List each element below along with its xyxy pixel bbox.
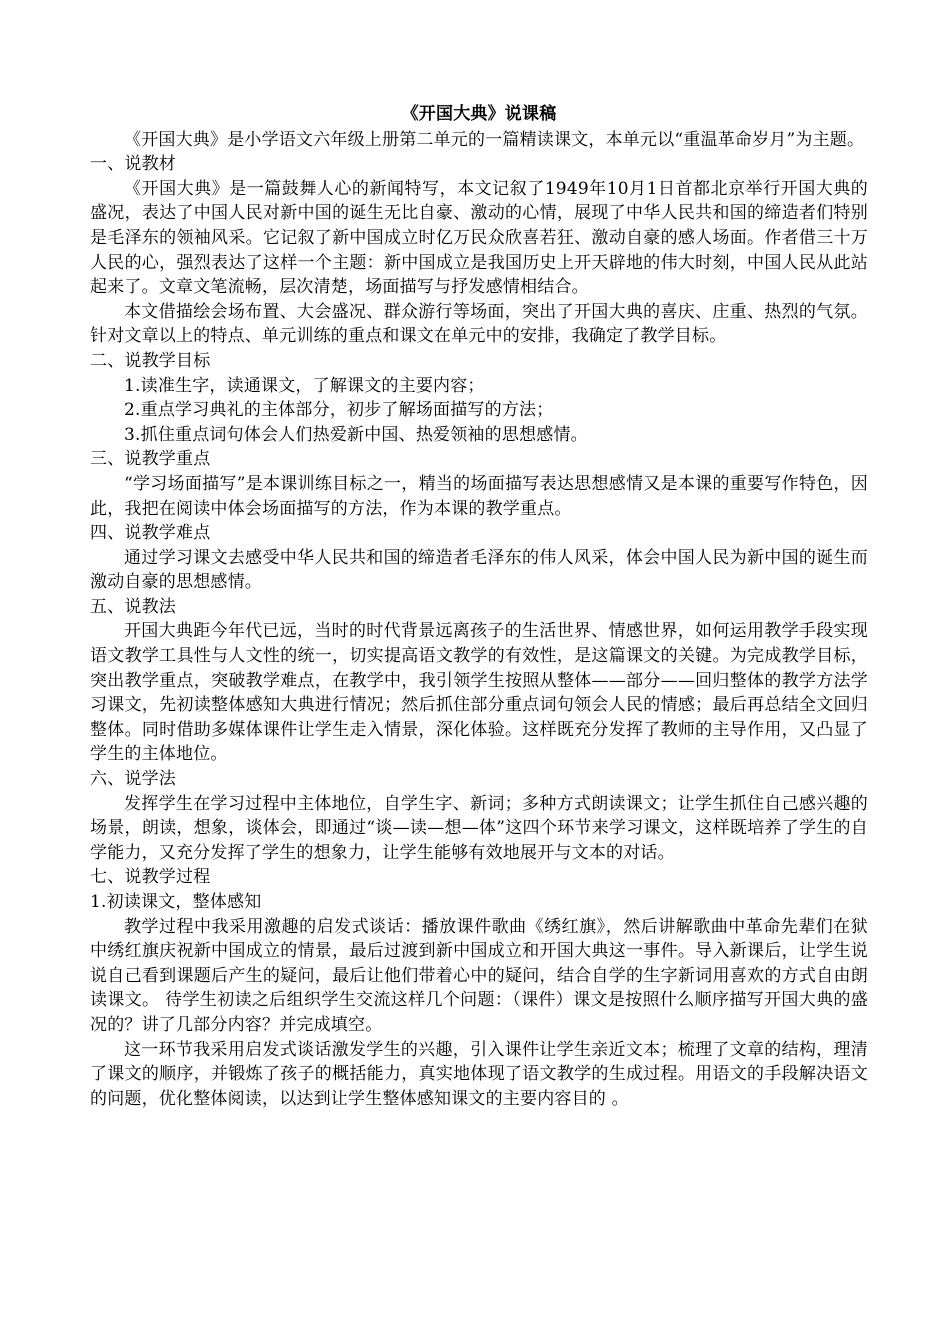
section-heading-key-points: 三、说教学重点 [90,449,211,470]
goal-item: 2.重点学习典礼的主体部分，初步了解场面描写的方法； [124,400,554,421]
section-heading-process: 七、说教学过程 [90,867,211,888]
textbook-paragraph-2: 本文借描绘会场布置、大会盛况、群众游行等场面，突出了开国大典的喜庆、庄重、热烈的气氛。针对文章以上的特点、单元训练的重点和课文在单元中的安排，我确定了教学目标。 [90,301,868,347]
document-page [90,102,868,1111]
key-points-paragraph: “学习场面描写”是本课训练目标之一，精当的场面描写表达思想感情又是本课的重要写作特色，因此，我把在阅读中体会场面描写的方法，作为本课的教学重点。 [90,473,868,519]
goal-item: 3.抓住重点词句体会人们热爱新中国、热爱领袖的思想感情。 [124,424,588,445]
section-heading-teaching-method: 五、说教法 [90,596,176,617]
process-paragraph-2: 这一环节我采用启发式谈话激发学生的兴趣，引入课件让学生亲近文本；梳理了文章的结构，理清了课文的顺序，并锻炼了孩子的概括能力，真实地体现了语文教学的生成过程。用语文的手段解决语文的问题，优化整体阅读，以达到让学生整体感知课文的主要内容目的 。 [90,1039,868,1109]
section-heading-goals: 二、说教学目标 [90,350,211,371]
process-paragraph-1: 教学过程中我采用激趣的启发式谈话：播放课件歌曲《绣红旗》，然后讲解歌曲中革命先辈们在狱中绣红旗庆祝新中国成立的情景，最后过渡到新中国成立和开国大典这一事件。导入新课后，让学生说说自己看到课题后产生的疑问，最后让他们带着心中的疑问，结合自学的生字新词用喜欢的方式自由朗读课文。 待学生初读之后组织学生交流这样几个问题：（课件）课文是按照什么顺序描写开国大典的盛况的？讲了几部分内容？并完成填空。 [90,916,868,1035]
document-title: 《开国大典》说课稿 [401,104,557,124]
difficulties-paragraph: 通过学习课文去感受中华人民共和国的缔造者毛泽东的伟人风采，体会中国人民为新中国的诞生而激动自豪的思想感情。 [90,547,868,593]
learning-method-paragraph: 发挥学生在学习过程中主体地位，自学生字、新词；多种方式朗读课文；让学生抓住自己感兴趣的场景，朗读，想象，谈体会，即通过“谈—读—想—体”这四个环节来学习课文，这样既培养了学生的自学能力，又充分发挥了学生的想象力，让学生能够有效地展开与文本的对话。 [90,793,868,863]
process-subheading: 1.初读课文，整体感知 [90,892,262,912]
teaching-method-paragraph: 开国大典距今年代已远，当时的时代背景远离孩子的生活世界、情感世界，如何运用教学手段实现语文教学工具性与人文性的统一，切实提高语文教学的有效性，是这篇课文的关键。为完成教学目标，突出教学重点，突破教学难点，在教学中，我引领学生按照从整体——部分——回归整体的教学方法学习课文，先初读整体感知大典进行情况；然后抓住部分重点词句领会人民的情感；最后再总结全文回归整体。同时借助多媒体课件让学生走入情景，深化体验。这样既充分发挥了教师的主导作用，又凸显了学生的主体地位。 [90,621,868,765]
goal-item: 1.读准生字，读通课文，了解课文的主要内容； [124,375,485,396]
section-heading-learning-method: 六、说学法 [90,769,176,790]
intro-paragraph: 《开国大典》是小学语文六年级上册第二单元的一篇精读课文，本单元以“重温革命岁月”为主题。 [124,129,865,150]
section-heading-textbook: 一、说教材 [90,154,176,175]
textbook-paragraph-1: 《开国大典》是一篇鼓舞人心的新闻特写，本文记叙了1949年10月1日首都北京举行开国大典的盛况，表达了中国人民对新中国的诞生无比自豪、激动的心情，展现了中华人民共和国的缔造者们特别是毛泽东的领袖风采。它记叙了新中国成立时亿万民众欣喜若狂、激动自豪的感人场面。作者借三十万人民的心，强烈表达了这样一个主题：新中国成立是我国历史上开天辟地的伟大时刻，中国人民从此站起来了。文章文笔流畅，层次清楚，场面描写与抒发感情相结合。 [90,178,868,298]
section-heading-difficulties: 四、说教学难点 [90,523,211,544]
